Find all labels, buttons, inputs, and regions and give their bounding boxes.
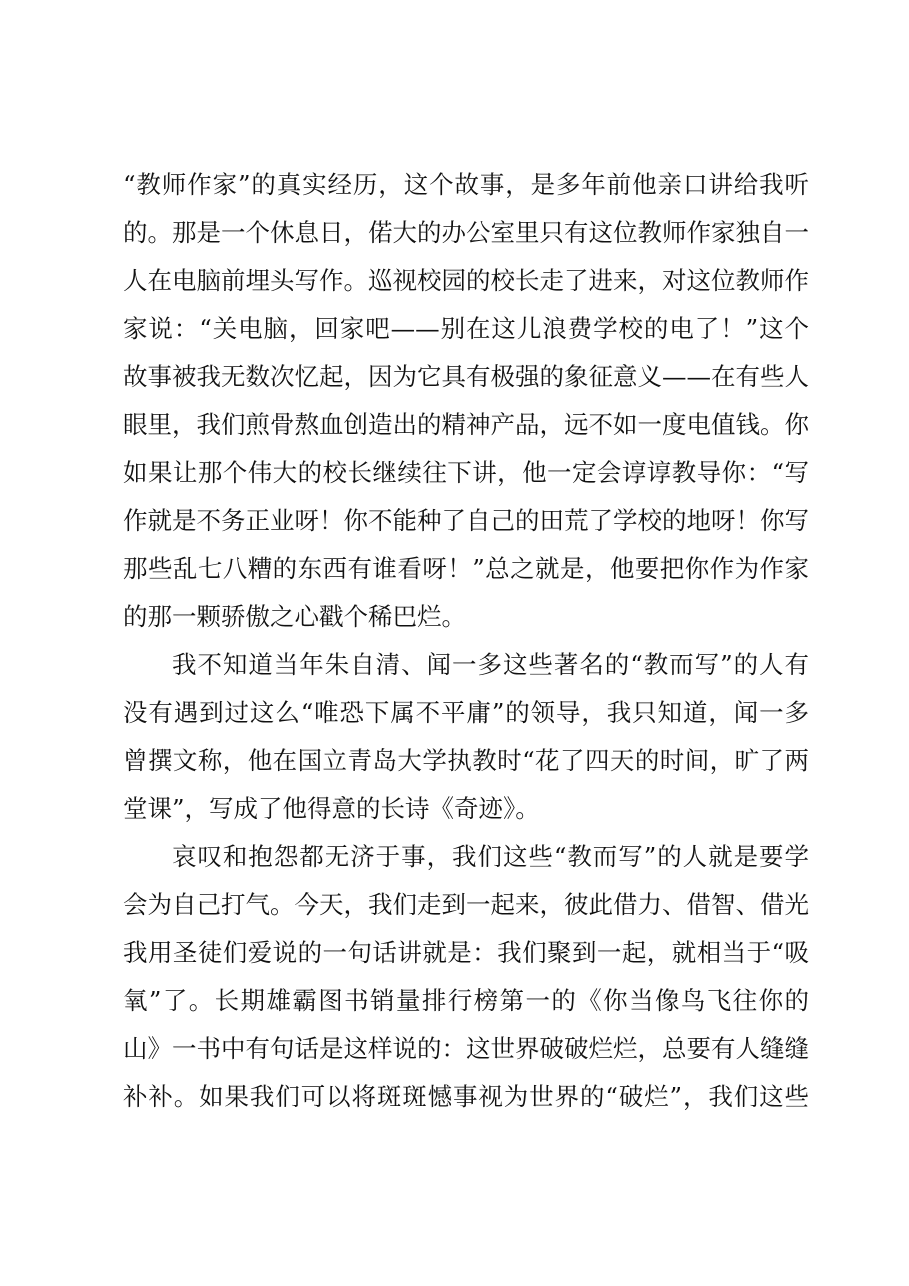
text-line: 人在电脑前埋头写作。巡视校园的校长走了进来，对这位教师作: [123, 266, 809, 295]
text-line: 补补。如果我们可以将斑斑憾事视为世界的“破烂”，我们这些: [123, 1082, 809, 1111]
text-line: 氧”了。长期雄霸图书销量排行榜第一的《你当像鸟飞往你的: [123, 986, 809, 1015]
text-line: 的那一颗骄傲之心戳个稀巴烂。: [123, 602, 466, 631]
text-line: 会为自己打气。今天，我们走到一起来，彼此借力、借智、借光: [123, 890, 809, 919]
text-line: 的。那是一个休息日，偌大的办公室里只有这位教师作家独自一: [123, 218, 809, 247]
text-line: 没有遇到过这么“唯恐下属不平庸”的领导，我只知道，闻一多: [123, 698, 809, 727]
text-line: 哀叹和抱怨都无济于事，我们这些“教而写”的人就是要学: [172, 842, 809, 871]
text-line: 我用圣徒们爱说的一句话讲就是：我们聚到一起，就相当于“吸: [123, 938, 809, 967]
text-line: 曾撰文称，他在国立青岛大学执教时“花了四天的时间，旷了两: [123, 746, 809, 775]
text-line: 眼里，我们煎骨熬血创造出的精神产品，远不如一度电值钱。你: [123, 410, 809, 439]
text-line: 如果让那个伟大的校长继续往下讲，他一定会谆谆教导你：“写: [123, 458, 809, 487]
text-line: 那些乱七八糟的东西有谁看呀！”总之就是，他要把你作为作家: [123, 554, 809, 583]
text-line: 山》一书中有句话是这样说的：这世界破破烂烂，总要有人缝缝: [123, 1034, 809, 1063]
text-line: 我不知道当年朱自清、闻一多这些著名的“教而写”的人有: [172, 650, 809, 679]
text-line: 作就是不务正业呀！你不能种了自己的田荒了学校的地呀！你写: [123, 506, 809, 535]
text-line: 故事被我无数次忆起，因为它具有极强的象征意义——在有些人: [123, 362, 809, 391]
text-line: 堂课”，写成了他得意的长诗《奇迹》。: [123, 794, 540, 823]
text-line: 家说：“关电脑，回家吧——别在这儿浪费学校的电了！”这个: [123, 314, 809, 343]
body-text: [123, 161, 809, 1121]
text-line: “教师作家”的真实经历，这个故事，是多年前他亲口讲给我听: [123, 170, 809, 199]
